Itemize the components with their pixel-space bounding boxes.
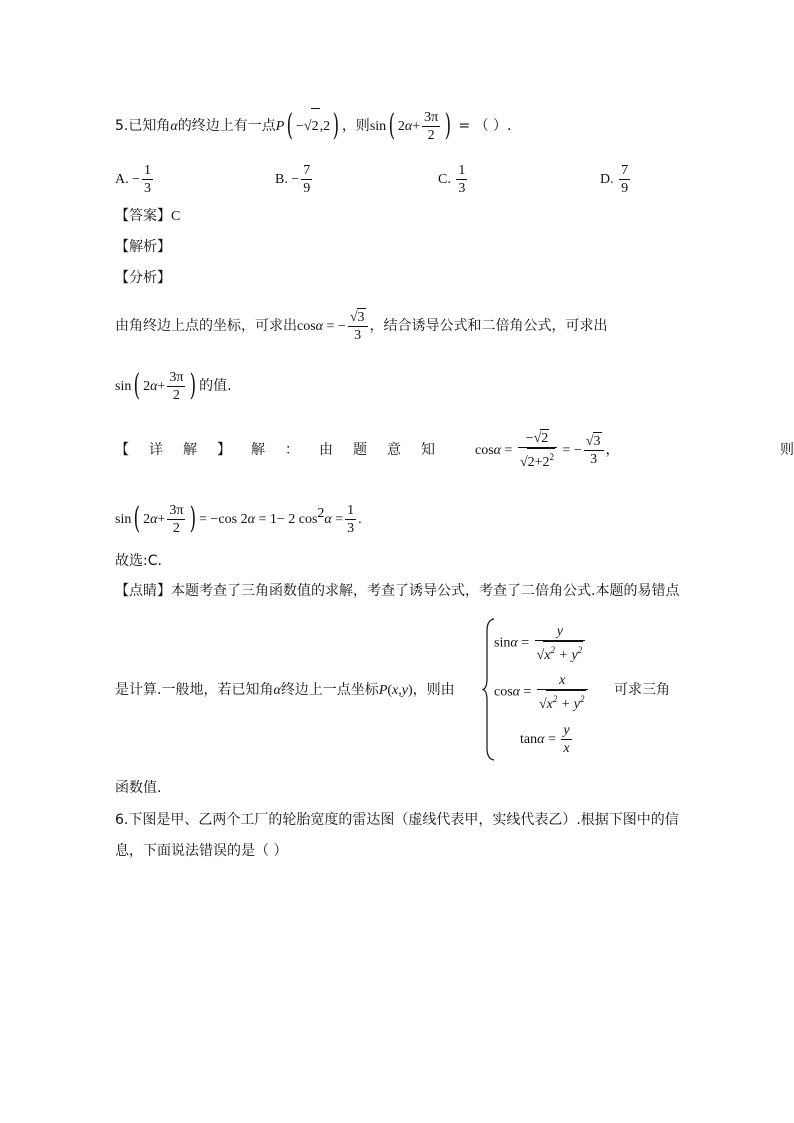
fenxi-text-c: 的值. [199, 378, 232, 394]
frac-den: 3 [458, 181, 466, 197]
cos-word: cos [494, 684, 513, 700]
analysis-label: 【解析】 [115, 239, 171, 255]
q5-stem-a: 5.已知角 [115, 118, 171, 134]
dianjing-text-d: ，则由 [412, 682, 455, 698]
tan-word: tan [520, 732, 538, 747]
answer-label: 【答案】 [115, 208, 171, 224]
detail-label: 【详解】 [115, 442, 251, 458]
answer-line [115, 206, 180, 227]
detail-text-a: 解：由题意知 [251, 442, 455, 458]
frac-den: $√x^2 + y^2$ [535, 641, 586, 664]
point-p: P [275, 119, 285, 134]
two-alpha: 2α+ [143, 512, 166, 527]
fenxi-label: 【分析】 [115, 270, 171, 286]
fenxi-line-2 [115, 366, 232, 406]
frac-den: $√x^2 + y^2$ [537, 690, 588, 713]
sqrt-arg: 3 [357, 310, 365, 325]
sqrt3-over-3 [348, 308, 368, 344]
point-y: 2 [323, 119, 331, 134]
var-x: x [392, 683, 399, 698]
frac-den: 9 [621, 181, 629, 197]
fenxi-line-1: 由角终边上点的坐标，可求出cosα = − $\frac{√3}{3}$ ，结合诱导公式和二倍角公式，可求出 [115, 310, 608, 343]
frac-num: √3 [348, 308, 368, 327]
frac-den: 2 [427, 127, 435, 143]
frac-num: 7 [621, 163, 629, 179]
left-paren: ( [133, 501, 141, 536]
frac-den: 2 [172, 387, 180, 403]
dianjing-line-3: 函数值. [115, 780, 162, 796]
detail-text-b: 则 [780, 442, 794, 458]
sqrt-den-arg: $x^2 + y^2$ [543, 641, 583, 664]
option-b [275, 160, 314, 200]
frac-den: 2 [172, 520, 180, 536]
cos-formula: cosα = $\frac{x}{√x^2 + y^2}$ [494, 672, 590, 712]
sin-word: sin [494, 635, 511, 651]
option-d [600, 160, 632, 200]
square-power: 2 [549, 452, 555, 462]
option-letter: A. [115, 172, 129, 187]
option-fraction [142, 162, 153, 197]
frac-num: y [563, 723, 570, 739]
frac-den: 3 [590, 452, 598, 467]
dianjing-text-c: 终边上一点坐标 [280, 682, 379, 698]
dianjing-label: 【点睛】 [115, 583, 171, 599]
q6-line-1: 6.下图是甲、乙两个工厂的轮胎宽度的雷达图（虚线代表甲，实线代表乙）.根据下图中的信 [115, 812, 679, 828]
var-y: y [401, 683, 408, 698]
three-pi-over-two [422, 109, 440, 144]
dianjing-text: 本题考查了三角函数值的求解，考查了诱导公式，考查了二倍角公式.本题的易错点 [171, 583, 680, 599]
trig-system [482, 617, 622, 762]
alpha-symbol: α [150, 512, 158, 527]
frac-den: 3 [354, 328, 362, 343]
two-alpha: 2α+ [397, 119, 421, 134]
frac-num: 3π [424, 109, 439, 125]
cos-word: cos [475, 443, 494, 458]
cos-expression: cosα = $\frac{-√2}{√2+2^2}$ = − $\frac{√3}{3}$ ， [475, 431, 620, 470]
left-paren-2: ( [388, 108, 396, 143]
three-pi-over-two [167, 502, 185, 537]
neg-sqrt2-over-root [518, 429, 557, 471]
result-b: = 1− 2 cos [258, 512, 318, 527]
two-alpha: 2α+ [143, 379, 166, 394]
sqrt-arg: 2 [541, 431, 549, 446]
tan-formula: tanα = $\frac{y}{x}$ [520, 723, 570, 757]
option-sign: − [291, 172, 300, 187]
sqrt-two: 2 [527, 455, 535, 470]
frac-den: x [563, 741, 570, 757]
sin-word: sin [369, 119, 387, 134]
right-paren: ) [332, 108, 340, 143]
three-pi-over-two [167, 369, 185, 404]
sin-word: sin [115, 379, 132, 394]
frac-den: 3 [347, 520, 355, 536]
sqrt-den-arg: $x^2 + y^2$ [546, 690, 586, 713]
alpha-symbol: α [150, 379, 158, 394]
choice-line: 故选:C. [115, 553, 162, 569]
sqrt-arg: 2 [311, 108, 320, 145]
option-letter: D. [600, 172, 614, 187]
frac-num: x [537, 672, 588, 690]
result-fraction [345, 502, 356, 537]
result-c: = [335, 512, 344, 527]
left-paren: ( [286, 108, 294, 143]
frac-num: 3π [169, 369, 184, 385]
right-paren-2: ) [444, 108, 452, 143]
option-sign: − [132, 172, 141, 187]
option-fraction [301, 162, 312, 197]
option-fraction [456, 162, 467, 197]
q5-stem-d: = （ ）. [453, 118, 512, 134]
cos-word: cos [297, 319, 316, 334]
frac-den: $√2+2^2$ [518, 448, 557, 471]
q5-stem-c: ，则 [341, 118, 370, 134]
frac-den: 9 [303, 181, 311, 197]
alpha-symbol: α [247, 512, 255, 527]
option-a [115, 160, 155, 200]
result-a: = −cos 2 [199, 512, 248, 527]
sin-word: sin [115, 512, 132, 527]
cos-fraction [537, 672, 588, 713]
frac-den: 3 [144, 181, 152, 197]
square-power: 2 [317, 506, 325, 521]
option-c [438, 160, 469, 200]
frac-num: −√2 [518, 429, 557, 448]
sqrt-arg: 3 [593, 434, 601, 449]
frac-num: 1 [347, 502, 355, 518]
fenxi-text-a: 由角终边上点的坐标，可求出 [115, 318, 297, 334]
alpha-symbol: α [315, 319, 324, 334]
alpha-symbol: α [512, 684, 521, 700]
point-coords: −√2,2 [296, 119, 330, 134]
right-paren: ) [190, 501, 197, 536]
alpha-symbol: α [273, 683, 281, 698]
fenxi-text-b: ，结合诱导公式和二倍角公式，可求出 [369, 318, 608, 334]
frac-num: 3π [169, 502, 184, 518]
answer-value: C [171, 209, 181, 224]
dianjing-suffix: 可求三角 [614, 682, 670, 698]
alpha-symbol: α [324, 512, 332, 527]
frac-num: 1 [458, 163, 466, 179]
q5-stem [115, 108, 511, 144]
detail-line-2: sin( 2α+ $\frac{3\pi}{2}$ ) = −cos 2α = 1− 2 $\cos^2\alpha$ = $\frac{1}{3}$ . [115, 501, 362, 536]
alpha-symbol: α [510, 635, 518, 651]
right-paren: ) [190, 368, 197, 403]
sqrt3-over-3 [584, 432, 604, 468]
alpha-symbol: α [493, 443, 502, 458]
frac-num: y [535, 623, 586, 641]
left-paren: ( [133, 368, 141, 403]
q5-stem-b: 的终边上有一点 [177, 118, 276, 134]
alpha-symbol: α [404, 119, 413, 134]
option-letter: B. [275, 172, 288, 187]
frac-num: 1 [144, 163, 152, 179]
alpha-symbol: α [537, 732, 545, 747]
option-letter: C. [438, 172, 451, 187]
detail-line-1 [115, 428, 794, 472]
sin-fraction [535, 623, 586, 664]
option-fraction [619, 162, 630, 197]
sqrt-den-arg: $2+2^2$ [527, 448, 555, 471]
dianjing-line-2: 是计算.一般地，若已知角α终边上一点坐标P(x,y)，则由 [115, 682, 455, 698]
point-p: P [378, 683, 388, 698]
dianjing-line-1 [115, 581, 679, 601]
tan-fraction [561, 722, 571, 757]
dianjing-text-b: 是计算.一般地，若已知角 [115, 682, 274, 698]
q6-line-2: 息，下面说法错误的是（ ） [115, 843, 288, 859]
alpha-symbol: α [170, 119, 178, 134]
frac-num: √3 [584, 432, 604, 451]
sin-formula: sinα = $\frac{y}{√x^2 + y^2}$ [494, 623, 587, 663]
frac-num: 7 [303, 163, 311, 179]
